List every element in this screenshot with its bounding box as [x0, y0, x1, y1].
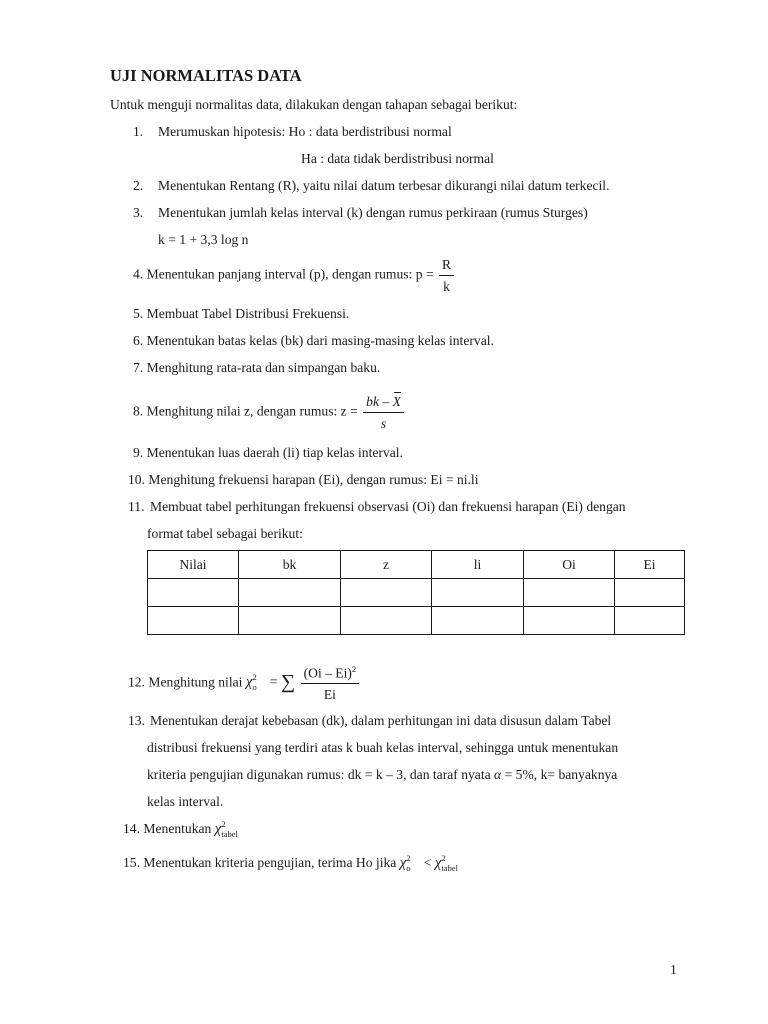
- list-number: 15.: [123, 855, 140, 871]
- interval-formula: [439, 258, 454, 293]
- chi-tabel-symbol: χ 2 tabel: [214, 819, 238, 839]
- table-cell: [432, 579, 524, 607]
- table-header-row: [148, 551, 685, 579]
- table-cell: [148, 579, 239, 607]
- list-text-continued: kriteria pengujian digunakan rumus: dk = k – 3, dan taraf nyata α = 5%, k= banyaknya: [147, 767, 618, 782]
- table-cell: [524, 607, 615, 635]
- list-number: 5.: [133, 306, 144, 321]
- list-number: 12.: [128, 674, 145, 690]
- sturges-formula: k = 1 + 3,3 log n: [158, 232, 249, 247]
- list-item-9: [133, 446, 403, 460]
- list-number: 13.: [128, 713, 145, 728]
- alpha-symbol: α: [494, 767, 502, 782]
- list-text: Menentukan luas daerah (li) tiap kelas interval.: [146, 445, 403, 460]
- list-number: 4.: [133, 266, 144, 282]
- list-text-continued: distribusi frekuensi yang terdiri atas k buah kelas interval, sehingga untuk menentukan: [147, 740, 619, 755]
- fraction-numerator: (Oi – Ei)$^2$: [301, 665, 360, 684]
- table-cell: [239, 607, 341, 635]
- list-item-14: [123, 819, 243, 839]
- list-text: Membuat Tabel Distribusi Frekuensi.: [146, 306, 350, 321]
- list-number: 6.: [133, 333, 144, 348]
- list-text: Menentukan jumlah kelas interval (k) dengan rumus perkiraan (rumus Sturges): [158, 205, 588, 220]
- list-number: 10.: [128, 472, 145, 487]
- intro-text: Untuk menguji normalitas data, dilakukan dengan tahapan sebagai berikut:: [110, 97, 518, 112]
- table-cell: [239, 579, 341, 607]
- list-text: Merumuskan hipotesis: Ho : data berdistribusi normal: [158, 124, 452, 139]
- list-number: 14.: [123, 821, 140, 837]
- equals-sign: =: [269, 674, 278, 690]
- column-header: Nilai: [148, 551, 239, 579]
- list-text: Menentukan kriteria pengujian, terima Ho jika: [143, 855, 397, 871]
- list-text: Menghitung nilai: [148, 674, 243, 690]
- frequency-table: [147, 550, 685, 635]
- column-header: Ei: [615, 551, 685, 579]
- list-text: Menentukan derajat kebebasan (dk), dalam perhitungan ini data disusun dalam Tabel: [150, 713, 612, 728]
- table-cell: [524, 579, 615, 607]
- chi-symbol: χ: [245, 674, 253, 691]
- fraction-denominator: Ei: [323, 687, 336, 703]
- list-text: Menentukan panjang interval (p), dengan rumus: p =: [146, 266, 434, 282]
- fraction-numerator: R: [439, 258, 454, 276]
- list-number: 3.: [133, 205, 144, 220]
- table-cell: [341, 607, 432, 635]
- page-number: 1: [670, 962, 677, 977]
- list-item-12: [128, 665, 361, 702]
- acceptance-criterion: χ 2 o < χ 2 tabel: [399, 853, 458, 873]
- column-header: Oi: [524, 551, 615, 579]
- list-text: Membuat tabel perhitungan frekuensi observasi (Oi) dan frekuensi harapan (Ei) dengan: [150, 499, 626, 514]
- table-cell: [341, 579, 432, 607]
- list-text-continued: format tabel sebagai berikut:: [147, 526, 303, 541]
- table-row: [148, 579, 685, 607]
- chi-fraction: [301, 665, 360, 702]
- fraction-denominator: k: [443, 278, 450, 294]
- column-header: z: [341, 551, 432, 579]
- list-item-5: [133, 307, 349, 321]
- z-formula: [363, 395, 404, 430]
- list-item-4: [133, 258, 456, 293]
- list-item-7: [133, 361, 380, 375]
- list-item-6: [133, 334, 494, 348]
- list-text: Menghitung nilai z, dengan rumus: z =: [146, 403, 358, 419]
- table-cell: [148, 607, 239, 635]
- table-cell: [615, 579, 685, 607]
- list-number: 7.: [133, 360, 144, 375]
- list-number: 1.: [133, 124, 144, 139]
- list-text-continued: kelas interval.: [147, 794, 224, 809]
- list-text: Menentukan: [143, 821, 212, 837]
- list-item-10: [128, 473, 478, 487]
- sum-symbol: ∑: [280, 671, 296, 694]
- table-cell: [615, 607, 685, 635]
- list-number: 9.: [133, 445, 144, 460]
- list-text: Menghitung rata-rata dan simpangan baku.: [146, 360, 381, 375]
- list-item-8: [133, 395, 406, 430]
- list-text-continued: Ha : data tidak berdistribusi normal: [301, 151, 494, 166]
- list-text: Menghitung frekuensi harapan (Ei), dengan rumus: Ei = ni.li: [148, 472, 479, 487]
- chi-square-formula: χ 2 o = ∑ $\frac{(Oi - Ei)^2}{Ei}$: [246, 674, 361, 689]
- fraction-denominator: s: [380, 415, 387, 431]
- table-cell: [432, 607, 524, 635]
- fraction-numerator: bk – X: [363, 395, 404, 413]
- list-text: Menentukan Rentang (R), yaitu nilai datum terbesar dikurangi nilai datum terkecil.: [158, 178, 610, 193]
- list-number: 11.: [128, 499, 145, 514]
- list-text: Menentukan batas kelas (bk) dari masing-masing kelas interval.: [146, 333, 494, 348]
- list-number: 8.: [133, 403, 144, 419]
- list-number: 2.: [133, 178, 144, 193]
- page-title: UJI NORMALITAS DATA: [110, 66, 302, 85]
- column-header: bk: [239, 551, 341, 579]
- list-item-15: [123, 853, 463, 873]
- table-row: [148, 607, 685, 635]
- column-header: li: [432, 551, 524, 579]
